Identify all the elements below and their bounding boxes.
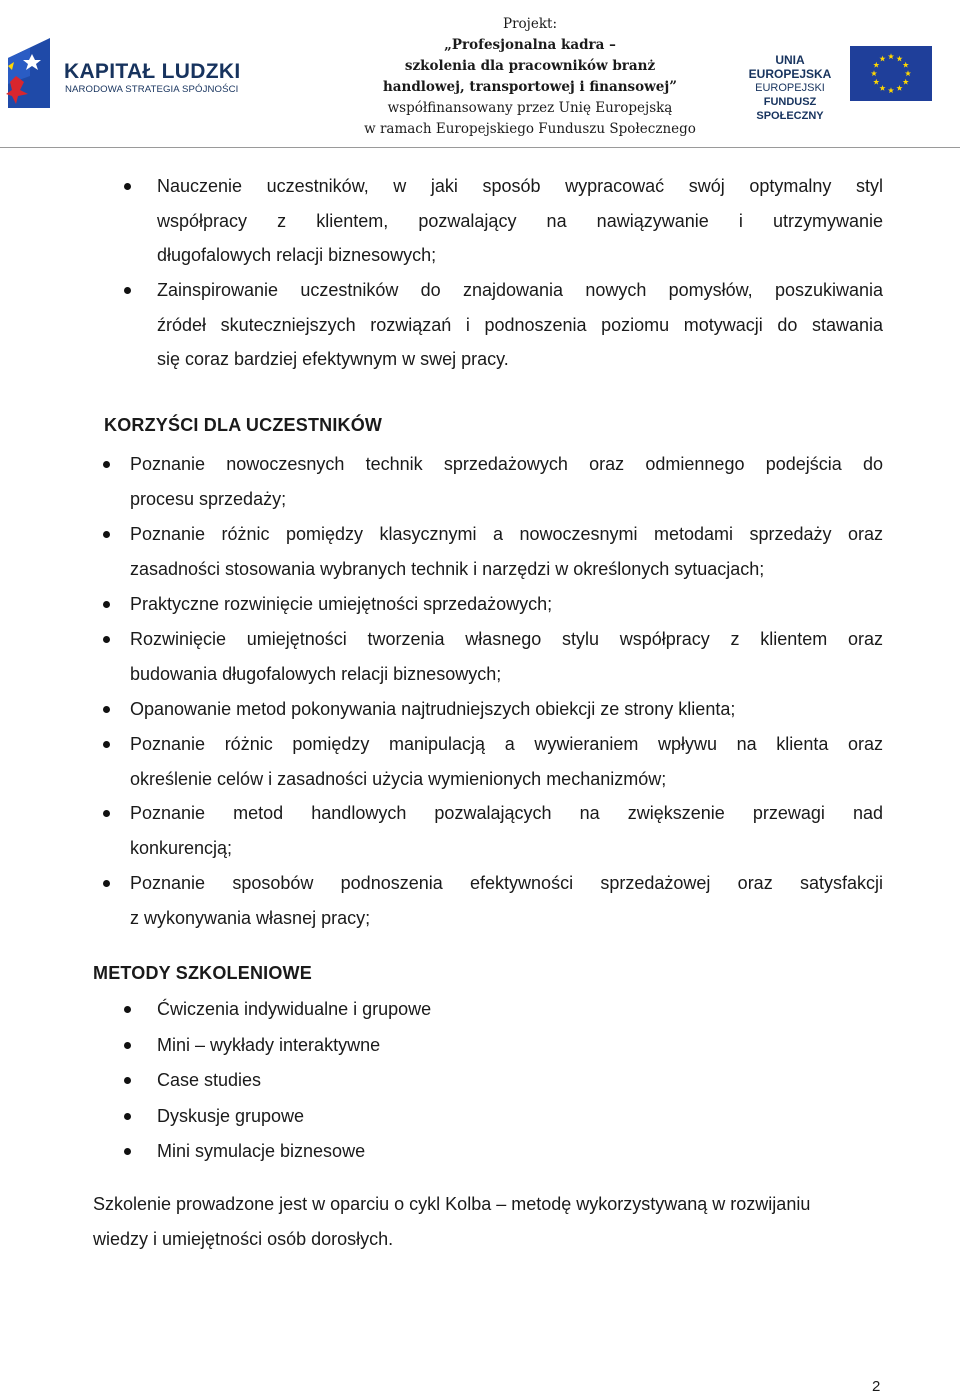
- text-line: z wykonywania własnej pracy;: [130, 907, 371, 928]
- text-line: Zainspirowanie uczestników do znajdowania nowych pomysłów, poszukiwania: [157, 280, 883, 300]
- bullet-icon: [103, 531, 110, 538]
- text-line: konkurencją;: [130, 837, 233, 858]
- eu-line-2: EUROPEJSKI: [755, 82, 825, 94]
- project-funding-line: w ramach Europejskiego Funduszu Społecznego: [364, 121, 696, 137]
- text-line: budowania długofalowych relacji biznesowych;: [130, 663, 502, 684]
- project-label: Projekt:: [503, 16, 557, 32]
- bullet-icon: [103, 461, 110, 468]
- list-item: [130, 622, 883, 691]
- list-item: Dyskusje grupowe: [157, 1106, 305, 1126]
- bullet-icon: [124, 1006, 131, 1013]
- bullet-icon: [103, 741, 110, 748]
- list-item: [157, 273, 883, 377]
- closing-paragraph: [93, 1187, 883, 1256]
- bullet-icon: [103, 810, 110, 817]
- eu-fund-text: [734, 53, 846, 123]
- text-line: Szkolenie prowadzone jest w oparciu o cykl Kolba – metodę wykorzystywaną w rozwijaniu: [93, 1194, 811, 1214]
- text-line: określenie celów i zasadności użycia wymienionych mechanizmów;: [130, 768, 667, 789]
- text-line: się coraz bardziej efektywnym w swej pracy.: [157, 349, 509, 369]
- text-line: Poznanie sposobów podnoszenia efektywności sprzedażowej oraz satysfakcji: [130, 873, 883, 893]
- bullet-icon: [124, 1077, 131, 1084]
- kapital-ludzki-title: KAPITAŁ LUDZKI: [64, 60, 241, 83]
- list-item: Case studies: [157, 1070, 262, 1090]
- list-item: Ćwiczenia indywidualne i grupowe: [157, 999, 432, 1019]
- text-line: Poznanie różnic pomiędzy manipulacją a wywieraniem wpływu na klienta oraz: [130, 734, 883, 754]
- kapital-ludzki-logo-icon: [6, 36, 52, 110]
- bullet-icon: [124, 1113, 131, 1120]
- text-line: Poznanie metod handlowych pozwalających na zwiększenie przewagi nad: [130, 803, 883, 823]
- bullet-icon: [124, 1042, 131, 1049]
- bullet-icon: [103, 636, 110, 643]
- bullet-icon: [124, 183, 131, 190]
- text-line: wiedzy i umiejętności osób dorosłych.: [93, 1228, 394, 1249]
- bullet-icon: [103, 880, 110, 887]
- page-header: [0, 0, 960, 148]
- project-info: [330, 14, 730, 140]
- text-line: Rozwinięcie umiejętności tworzenia własnego stylu współpracy z klientem oraz: [130, 629, 883, 649]
- page-number: 2: [872, 1378, 881, 1395]
- list-item: [130, 796, 883, 865]
- list-item: [130, 727, 883, 796]
- text-line: długofalowych relacji biznesowych;: [157, 245, 437, 265]
- project-title-line: „Profesjonalna kadra –: [444, 37, 616, 53]
- text-line: Poznanie nowoczesnych technik sprzedażowych oraz odmiennego podejścia do: [130, 454, 883, 474]
- text-line: zasadności stosowania wybranych technik i narzędzi w określonych sytuacjach;: [130, 558, 765, 579]
- list-item: [130, 587, 883, 622]
- eu-flag-icon: [850, 46, 932, 101]
- list-item: Mini symulacje biznesowe: [157, 1141, 366, 1161]
- eu-line-3: FUNDUSZ SPOŁECZNY: [756, 96, 824, 122]
- text-line: źródeł skuteczniejszych rozwiązań i podnoszenia poziomu motywacji do stawania: [157, 314, 883, 335]
- kapital-ludzki-subtitle: NARODOWA STRATEGIA SPÓJNOŚCI: [65, 84, 239, 95]
- bullet-icon: [103, 601, 110, 608]
- list-item: [130, 517, 883, 586]
- list-item: [130, 692, 883, 727]
- project-title-line: handlowej, transportowej i finansowej”: [382, 79, 678, 95]
- section-heading-methods: METODY SZKOLENIOWE: [93, 963, 312, 983]
- bullet-icon: [103, 706, 110, 713]
- bullet-icon: [124, 287, 131, 294]
- list-item: [157, 169, 883, 273]
- text-line: Opanowanie metod pokonywania najtrudniejszych obiekcji ze strony klienta;: [130, 699, 736, 719]
- text-line: Nauczenie uczestników, w jaki sposób wypracować swój optymalny styl: [157, 176, 883, 196]
- project-title-line: szkolenia dla pracowników branż: [404, 58, 656, 74]
- list-item: [130, 447, 883, 516]
- project-funding-line: współfinansowany przez Unię Europejską: [387, 100, 673, 116]
- eu-line-1: UNIA EUROPEJSKA: [748, 53, 832, 81]
- list-item: [130, 866, 883, 935]
- text-line: procesu sprzedaży;: [130, 488, 287, 509]
- header-divider: [0, 147, 960, 148]
- bullet-icon: [124, 1148, 131, 1155]
- text-line: współpracy z klientem, pozwalający na nawiązywanie i utrzymywanie: [157, 210, 883, 231]
- section-heading-benefits: KORZYŚCI DLA UCZESTNIKÓW: [104, 415, 383, 435]
- text-line: Praktyczne rozwinięcie umiejętności sprzedażowych;: [130, 594, 553, 614]
- text-line: Poznanie różnic pomiędzy klasycznymi a nowoczesnymi metodami sprzedaży oraz: [130, 524, 883, 544]
- list-item: Mini – wykłady interaktywne: [157, 1035, 381, 1055]
